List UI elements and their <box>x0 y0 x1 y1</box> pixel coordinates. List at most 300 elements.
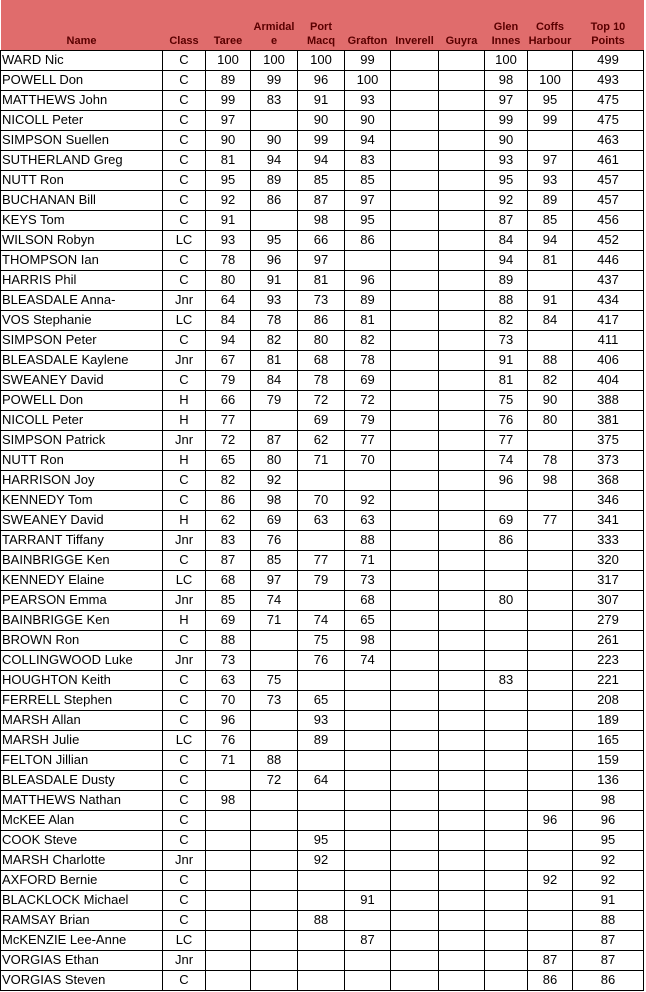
cell-guyra <box>439 790 485 810</box>
table-row <box>1 230 644 250</box>
cell-name: PEARSON Emma <box>1 590 163 610</box>
cell-port-macq: 73 <box>298 290 345 310</box>
cell-grafton: 98 <box>345 630 391 650</box>
cell-class: H <box>163 450 206 470</box>
cell-guyra <box>439 490 485 510</box>
cell-name: BLACKLOCK Michael <box>1 890 163 910</box>
cell-inverell <box>391 510 439 530</box>
cell-guyra <box>439 90 485 110</box>
cell-taree <box>206 950 251 970</box>
cell-glen-innes: 96 <box>485 470 528 490</box>
cell-class: C <box>163 170 206 190</box>
cell-inverell <box>391 50 439 70</box>
cell-name: MATTHEWS Nathan <box>1 790 163 810</box>
cell-glen-innes: 76 <box>485 410 528 430</box>
cell-armidale <box>251 110 298 130</box>
cell-armidale <box>251 950 298 970</box>
cell-coffs-harbour <box>528 850 573 870</box>
cell-top10-points: 223 <box>573 650 644 670</box>
cell-glen-innes <box>485 830 528 850</box>
cell-port-macq: 81 <box>298 270 345 290</box>
cell-name: McKEE Alan <box>1 810 163 830</box>
col-header-glen-innes: Glen Innes <box>485 0 528 50</box>
cell-taree: 96 <box>206 710 251 730</box>
cell-grafton: 73 <box>345 570 391 590</box>
cell-armidale: 94 <box>251 150 298 170</box>
cell-guyra <box>439 210 485 230</box>
cell-guyra <box>439 610 485 630</box>
cell-port-macq <box>298 750 345 770</box>
cell-grafton: 93 <box>345 90 391 110</box>
cell-coffs-harbour <box>528 430 573 450</box>
cell-armidale <box>251 970 298 990</box>
cell-class: C <box>163 90 206 110</box>
cell-port-macq: 96 <box>298 70 345 90</box>
table-row <box>1 670 644 690</box>
cell-coffs-harbour <box>528 610 573 630</box>
cell-name: SUTHERLAND Greg <box>1 150 163 170</box>
table-row <box>1 310 644 330</box>
cell-guyra <box>439 270 485 290</box>
cell-grafton <box>345 470 391 490</box>
cell-port-macq: 88 <box>298 910 345 930</box>
table-row <box>1 930 644 950</box>
cell-port-macq <box>298 890 345 910</box>
cell-inverell <box>391 150 439 170</box>
cell-top10-points: 307 <box>573 590 644 610</box>
cell-guyra <box>439 970 485 990</box>
cell-taree <box>206 870 251 890</box>
cell-glen-innes: 90 <box>485 130 528 150</box>
cell-guyra <box>439 550 485 570</box>
cell-guyra <box>439 230 485 250</box>
cell-guyra <box>439 690 485 710</box>
cell-guyra <box>439 190 485 210</box>
cell-guyra <box>439 370 485 390</box>
cell-coffs-harbour: 84 <box>528 310 573 330</box>
cell-guyra <box>439 130 485 150</box>
cell-glen-innes <box>485 890 528 910</box>
cell-class: C <box>163 810 206 830</box>
cell-taree: 83 <box>206 530 251 550</box>
cell-class: C <box>163 490 206 510</box>
cell-name: SIMPSON Suellen <box>1 130 163 150</box>
col-header-coffs-harbour: Coffs Harbour <box>528 0 573 50</box>
col-header-top10-points: Top 10 Points <box>573 0 644 50</box>
table-row <box>1 90 644 110</box>
cell-taree: 79 <box>206 370 251 390</box>
cell-taree: 81 <box>206 150 251 170</box>
cell-top10-points: 96 <box>573 810 644 830</box>
cell-taree: 87 <box>206 550 251 570</box>
cell-glen-innes: 81 <box>485 370 528 390</box>
cell-grafton <box>345 670 391 690</box>
cell-guyra <box>439 290 485 310</box>
cell-port-macq: 69 <box>298 410 345 430</box>
cell-glen-innes <box>485 610 528 630</box>
table-row <box>1 410 644 430</box>
cell-top10-points: 381 <box>573 410 644 430</box>
cell-top10-points: 221 <box>573 670 644 690</box>
cell-grafton: 92 <box>345 490 391 510</box>
cell-port-macq: 79 <box>298 570 345 590</box>
cell-coffs-harbour <box>528 570 573 590</box>
cell-guyra <box>439 530 485 550</box>
cell-class: H <box>163 510 206 530</box>
cell-glen-innes <box>485 650 528 670</box>
cell-taree: 98 <box>206 790 251 810</box>
cell-armidale: 74 <box>251 590 298 610</box>
cell-name: COOK Steve <box>1 830 163 850</box>
cell-name: SIMPSON Patrick <box>1 430 163 450</box>
cell-class: Jnr <box>163 430 206 450</box>
cell-armidale: 80 <box>251 450 298 470</box>
cell-class: C <box>163 770 206 790</box>
cell-glen-innes: 69 <box>485 510 528 530</box>
cell-guyra <box>439 730 485 750</box>
cell-guyra <box>439 570 485 590</box>
cell-guyra <box>439 950 485 970</box>
cell-armidale: 95 <box>251 230 298 250</box>
cell-port-macq: 91 <box>298 90 345 110</box>
cell-grafton <box>345 690 391 710</box>
cell-armidale: 96 <box>251 250 298 270</box>
cell-taree: 99 <box>206 90 251 110</box>
cell-class: C <box>163 150 206 170</box>
cell-top10-points: 493 <box>573 70 644 90</box>
cell-class: LC <box>163 310 206 330</box>
cell-grafton: 70 <box>345 450 391 470</box>
cell-class: C <box>163 550 206 570</box>
cell-port-macq: 85 <box>298 170 345 190</box>
cell-coffs-harbour: 80 <box>528 410 573 430</box>
cell-glen-innes <box>485 730 528 750</box>
cell-port-macq: 64 <box>298 770 345 790</box>
cell-taree: 68 <box>206 570 251 590</box>
table-row <box>1 470 644 490</box>
cell-port-macq: 63 <box>298 510 345 530</box>
cell-glen-innes: 92 <box>485 190 528 210</box>
cell-grafton: 72 <box>345 390 391 410</box>
table-row <box>1 330 644 350</box>
cell-glen-innes <box>485 870 528 890</box>
cell-armidale <box>251 870 298 890</box>
cell-guyra <box>439 830 485 850</box>
cell-coffs-harbour: 85 <box>528 210 573 230</box>
cell-inverell <box>391 270 439 290</box>
table-row <box>1 70 644 90</box>
cell-coffs-harbour: 77 <box>528 510 573 530</box>
cell-port-macq: 98 <box>298 210 345 230</box>
table-row <box>1 150 644 170</box>
table-row <box>1 970 644 990</box>
cell-grafton: 81 <box>345 310 391 330</box>
table-row <box>1 910 644 930</box>
col-header-guyra: Guyra <box>439 0 485 50</box>
cell-top10-points: 98 <box>573 790 644 810</box>
cell-glen-innes <box>485 750 528 770</box>
cell-armidale: 76 <box>251 530 298 550</box>
col-header-name: Name <box>1 0 163 50</box>
cell-inverell <box>391 810 439 830</box>
cell-port-macq: 78 <box>298 370 345 390</box>
cell-taree: 88 <box>206 630 251 650</box>
cell-armidale: 99 <box>251 70 298 90</box>
cell-guyra <box>439 250 485 270</box>
cell-name: BLEASDALE Anna- <box>1 290 163 310</box>
cell-grafton: 94 <box>345 130 391 150</box>
cell-armidale: 69 <box>251 510 298 530</box>
cell-glen-innes: 74 <box>485 450 528 470</box>
cell-armidale: 91 <box>251 270 298 290</box>
cell-top10-points: 499 <box>573 50 644 70</box>
cell-glen-innes <box>485 970 528 990</box>
cell-glen-innes: 94 <box>485 250 528 270</box>
cell-glen-innes: 73 <box>485 330 528 350</box>
cell-name: RAMSAY Brian <box>1 910 163 930</box>
cell-top10-points: 341 <box>573 510 644 530</box>
cell-taree <box>206 830 251 850</box>
cell-grafton: 71 <box>345 550 391 570</box>
cell-top10-points: 92 <box>573 870 644 890</box>
cell-port-macq: 93 <box>298 710 345 730</box>
cell-coffs-harbour <box>528 750 573 770</box>
cell-guyra <box>439 390 485 410</box>
cell-inverell <box>391 630 439 650</box>
cell-top10-points: 91 <box>573 890 644 910</box>
cell-taree <box>206 770 251 790</box>
col-header-taree: Taree <box>206 0 251 50</box>
cell-armidale <box>251 410 298 430</box>
cell-name: FELTON Jillian <box>1 750 163 770</box>
cell-glen-innes: 89 <box>485 270 528 290</box>
cell-top10-points: 411 <box>573 330 644 350</box>
cell-name: KENNEDY Elaine <box>1 570 163 590</box>
cell-name: POWELL Don <box>1 390 163 410</box>
cell-coffs-harbour: 91 <box>528 290 573 310</box>
cell-taree: 69 <box>206 610 251 630</box>
cell-class: LC <box>163 230 206 250</box>
table-row <box>1 110 644 130</box>
cell-taree: 65 <box>206 450 251 470</box>
cell-taree: 84 <box>206 310 251 330</box>
cell-coffs-harbour <box>528 890 573 910</box>
cell-top10-points: 159 <box>573 750 644 770</box>
cell-name: MARSH Charlotte <box>1 850 163 870</box>
cell-inverell <box>391 110 439 130</box>
cell-glen-innes: 83 <box>485 670 528 690</box>
cell-armidale <box>251 890 298 910</box>
cell-coffs-harbour: 82 <box>528 370 573 390</box>
cell-top10-points: 406 <box>573 350 644 370</box>
cell-name: TARRANT Tiffany <box>1 530 163 550</box>
cell-guyra <box>439 510 485 530</box>
cell-class: C <box>163 970 206 990</box>
cell-port-macq <box>298 670 345 690</box>
cell-armidale: 92 <box>251 470 298 490</box>
cell-inverell <box>391 970 439 990</box>
cell-guyra <box>439 170 485 190</box>
cell-top10-points: 388 <box>573 390 644 410</box>
cell-guyra <box>439 770 485 790</box>
cell-armidale <box>251 930 298 950</box>
cell-top10-points: 87 <box>573 930 644 950</box>
table-row <box>1 830 644 850</box>
cell-guyra <box>439 710 485 730</box>
cell-name: MATTHEWS John <box>1 90 163 110</box>
cell-coffs-harbour: 90 <box>528 390 573 410</box>
cell-glen-innes <box>485 790 528 810</box>
cell-guyra <box>439 310 485 330</box>
cell-class: Jnr <box>163 950 206 970</box>
cell-armidale: 97 <box>251 570 298 590</box>
cell-taree: 97 <box>206 110 251 130</box>
cell-glen-innes: 80 <box>485 590 528 610</box>
cell-glen-innes: 77 <box>485 430 528 450</box>
cell-coffs-harbour: 99 <box>528 110 573 130</box>
cell-glen-innes <box>485 710 528 730</box>
cell-armidale <box>251 850 298 870</box>
cell-name: MARSH Allan <box>1 710 163 730</box>
cell-inverell <box>391 290 439 310</box>
cell-armidale <box>251 810 298 830</box>
cell-grafton: 99 <box>345 50 391 70</box>
cell-armidale: 88 <box>251 750 298 770</box>
cell-class: C <box>163 70 206 90</box>
cell-coffs-harbour <box>528 530 573 550</box>
cell-inverell <box>391 390 439 410</box>
cell-armidale: 83 <box>251 90 298 110</box>
cell-grafton: 86 <box>345 230 391 250</box>
cell-inverell <box>391 90 439 110</box>
cell-glen-innes <box>485 770 528 790</box>
cell-armidale <box>251 830 298 850</box>
cell-glen-innes: 93 <box>485 150 528 170</box>
cell-guyra <box>439 930 485 950</box>
table-row <box>1 790 644 810</box>
cell-port-macq: 86 <box>298 310 345 330</box>
table-row <box>1 450 644 470</box>
cell-taree: 63 <box>206 670 251 690</box>
table-row <box>1 870 644 890</box>
table-row <box>1 170 644 190</box>
cell-grafton: 89 <box>345 290 391 310</box>
cell-top10-points: 452 <box>573 230 644 250</box>
cell-inverell <box>391 410 439 430</box>
cell-taree: 76 <box>206 730 251 750</box>
cell-coffs-harbour <box>528 650 573 670</box>
cell-inverell <box>391 890 439 910</box>
cell-coffs-harbour: 95 <box>528 90 573 110</box>
cell-coffs-harbour: 78 <box>528 450 573 470</box>
cell-armidale: 78 <box>251 310 298 330</box>
cell-armidale: 98 <box>251 490 298 510</box>
cell-guyra <box>439 430 485 450</box>
cell-top10-points: 446 <box>573 250 644 270</box>
cell-grafton <box>345 910 391 930</box>
cell-class: C <box>163 470 206 490</box>
cell-class: H <box>163 610 206 630</box>
cell-top10-points: 475 <box>573 110 644 130</box>
cell-port-macq: 94 <box>298 150 345 170</box>
cell-name: NUTT Ron <box>1 170 163 190</box>
table-row <box>1 290 644 310</box>
cell-grafton: 85 <box>345 170 391 190</box>
cell-port-macq: 99 <box>298 130 345 150</box>
cell-class: C <box>163 270 206 290</box>
cell-port-macq: 80 <box>298 330 345 350</box>
cell-name: NICOLL Peter <box>1 110 163 130</box>
cell-grafton: 82 <box>345 330 391 350</box>
cell-inverell <box>391 190 439 210</box>
cell-name: BLEASDALE Kaylene <box>1 350 163 370</box>
cell-grafton <box>345 710 391 730</box>
cell-glen-innes <box>485 850 528 870</box>
cell-coffs-harbour <box>528 930 573 950</box>
cell-taree: 73 <box>206 650 251 670</box>
cell-name: NICOLL Peter <box>1 410 163 430</box>
cell-class: C <box>163 50 206 70</box>
cell-armidale: 86 <box>251 190 298 210</box>
cell-top10-points: 457 <box>573 190 644 210</box>
cell-coffs-harbour <box>528 730 573 750</box>
cell-armidale: 87 <box>251 430 298 450</box>
cell-class: C <box>163 370 206 390</box>
cell-top10-points: 87 <box>573 950 644 970</box>
cell-grafton: 95 <box>345 210 391 230</box>
cell-coffs-harbour: 93 <box>528 170 573 190</box>
cell-grafton <box>345 770 391 790</box>
cell-port-macq: 75 <box>298 630 345 650</box>
cell-glen-innes <box>485 950 528 970</box>
cell-port-macq <box>298 870 345 890</box>
cell-class: Jnr <box>163 350 206 370</box>
table-row <box>1 710 644 730</box>
cell-taree: 86 <box>206 490 251 510</box>
cell-coffs-harbour <box>528 130 573 150</box>
cell-coffs-harbour: 92 <box>528 870 573 890</box>
cell-name: McKENZIE Lee-Anne <box>1 930 163 950</box>
cell-taree: 89 <box>206 70 251 90</box>
table-row <box>1 50 644 70</box>
cell-port-macq: 66 <box>298 230 345 250</box>
cell-top10-points: 373 <box>573 450 644 470</box>
cell-class: C <box>163 630 206 650</box>
cell-port-macq: 100 <box>298 50 345 70</box>
cell-armidale: 72 <box>251 770 298 790</box>
cell-taree <box>206 930 251 950</box>
cell-armidale <box>251 210 298 230</box>
cell-class: C <box>163 710 206 730</box>
cell-grafton: 68 <box>345 590 391 610</box>
table-row <box>1 530 644 550</box>
cell-class: C <box>163 910 206 930</box>
cell-grafton <box>345 810 391 830</box>
cell-armidale: 71 <box>251 610 298 630</box>
cell-grafton: 90 <box>345 110 391 130</box>
cell-glen-innes <box>485 910 528 930</box>
cell-port-macq <box>298 950 345 970</box>
cell-grafton: 65 <box>345 610 391 630</box>
cell-coffs-harbour: 89 <box>528 190 573 210</box>
table-row <box>1 630 644 650</box>
cell-coffs-harbour: 87 <box>528 950 573 970</box>
cell-grafton: 96 <box>345 270 391 290</box>
cell-inverell <box>391 430 439 450</box>
cell-port-macq <box>298 930 345 950</box>
table-row <box>1 270 644 290</box>
cell-armidale <box>251 790 298 810</box>
